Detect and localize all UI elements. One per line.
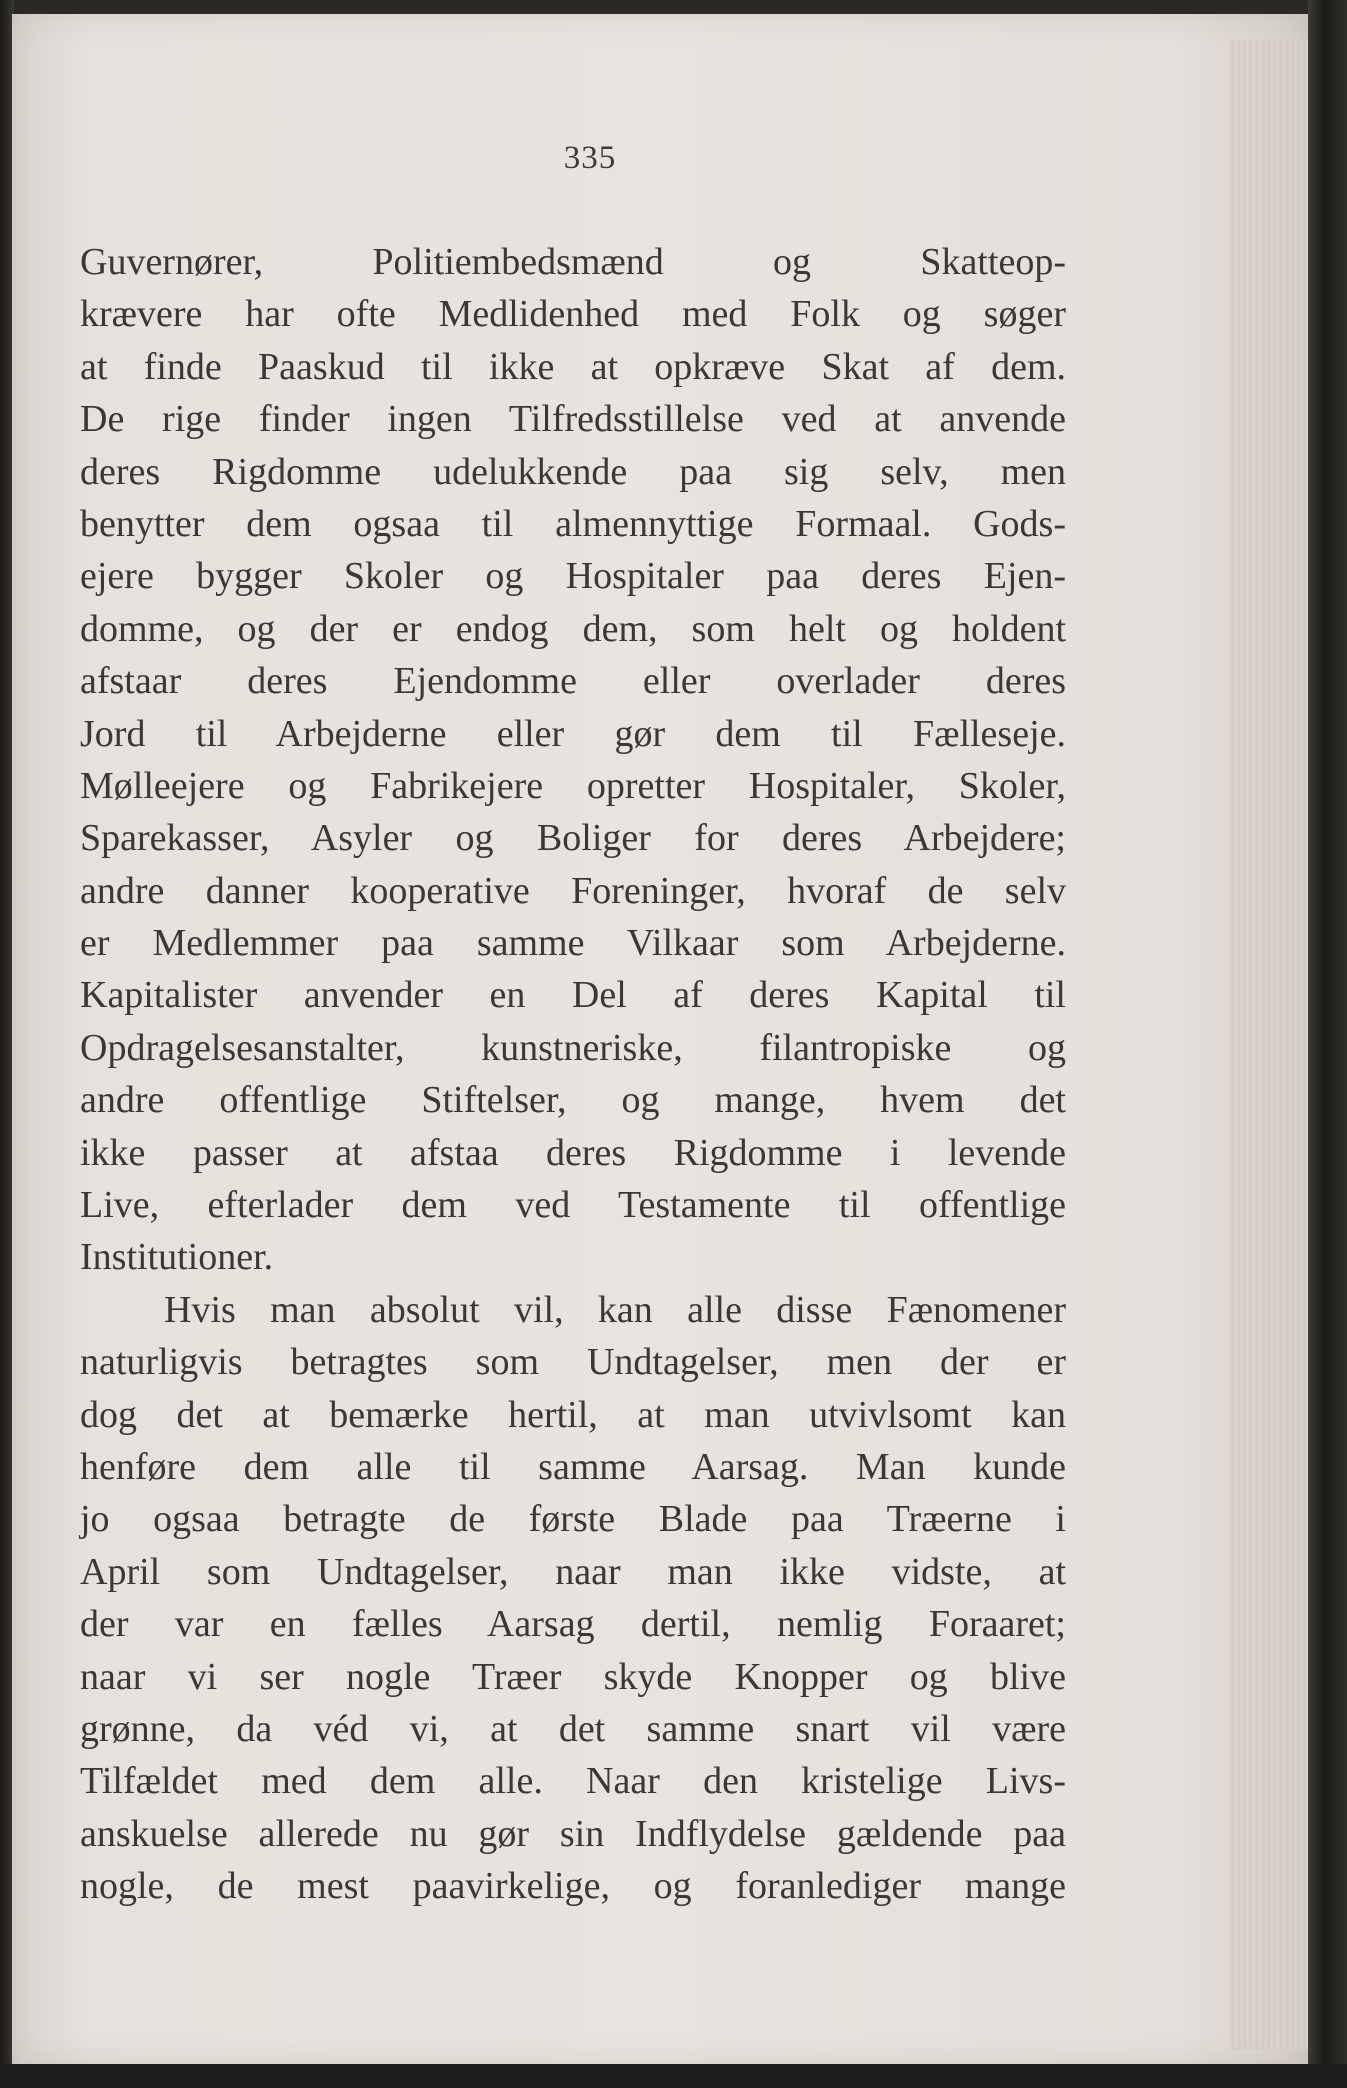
text-line: benytter dem ogsaa til almennyttige Formaal. Gods- [80, 502, 1066, 545]
text-line: ejere bygger Skoler og Hospitaler paa deres Ejen- [80, 555, 1066, 598]
body-text [80, 236, 1066, 1913]
text-line: afstaar deres Ejendomme eller overlader deres [80, 660, 1066, 703]
paragraph-end-line: Institutioner. [80, 1236, 274, 1279]
text-line: jo ogsaa betragte de første Blade paa Træerne i [80, 1498, 1066, 1541]
text-line: Mølleejere og Fabrikejere opretter Hospitaler, Skoler, [80, 764, 1066, 807]
text-line: deres Rigdomme udelukkende paa sig selv, men [80, 450, 1066, 493]
bottom-shadow [0, 2064, 1347, 2088]
text-line: Jord til Arbejderne eller gør dem til Fælleseje. [80, 712, 1066, 755]
text-line: naar vi ser nogle Træer skyde Knopper og blive [80, 1655, 1066, 1698]
text-line: dog det at bemærke hertil, at man utvivlsomt kan [80, 1393, 1066, 1436]
text-line: Guvernører, Politiembedsmænd og Skatteop- [80, 241, 1066, 283]
text-line: nogle, de mest paavirkelige, og foranlediger mange [80, 1865, 1066, 1908]
text-line: De rige finder ingen Tilfredsstillelse ved at anvende [80, 398, 1066, 441]
text-line: ikke passer at afstaa deres Rigdomme i levende [80, 1131, 1066, 1174]
text-line: Kapitalister anvender en Del af deres Kapital til [80, 974, 1066, 1017]
text-line: naturligvis betragtes som Undtagelser, men der er [80, 1341, 1066, 1384]
page-edges [1230, 40, 1308, 2050]
book-cover-edge [1308, 0, 1347, 2088]
text-line: at finde Paaskud til ikke at opkræve Skat af dem. [80, 345, 1066, 388]
text-line: Tilfældet med dem alle. Naar den kristelige Livs- [80, 1760, 1066, 1803]
text-line: andre offentlige Stiftelser, og mange, hvem det [80, 1079, 1066, 1122]
text-line: April som Undtagelser, naar man ikke vidste, at [80, 1550, 1066, 1593]
text-line: der var en fælles Aarsag dertil, nemlig Foraaret; [80, 1603, 1066, 1646]
text-line: andre danner kooperative Foreninger, hvoraf de selv [80, 869, 1066, 912]
text-line: grønne, da véd vi, at det samme snart vil være [80, 1707, 1066, 1750]
text-line: Live, efterlader dem ved Testamente til offentlige [80, 1184, 1066, 1227]
paragraph-start-line: Hvis man absolut vil, kan alle disse Fænomener [164, 1288, 1066, 1331]
text-line: er Medlemmer paa samme Vilkaar som Arbejderne. [80, 922, 1066, 965]
text-line: henføre dem alle til samme Aarsag. Man kunde [80, 1445, 1066, 1488]
text-line: Opdragelsesanstalter, kunstneriske, filantropiske og [80, 1026, 1066, 1069]
text-line: krævere har ofte Medlidenhed med Folk og søger [80, 293, 1066, 336]
text-line: Sparekasser, Asyler og Boliger for deres Arbejdere; [80, 817, 1066, 860]
text-line: anskuelse allerede nu gør sin Indflydelse gældende paa [80, 1812, 1066, 1855]
page-number: 335 [563, 140, 617, 176]
text-line: domme, og der er endog dem, som helt og holdent [80, 607, 1066, 650]
